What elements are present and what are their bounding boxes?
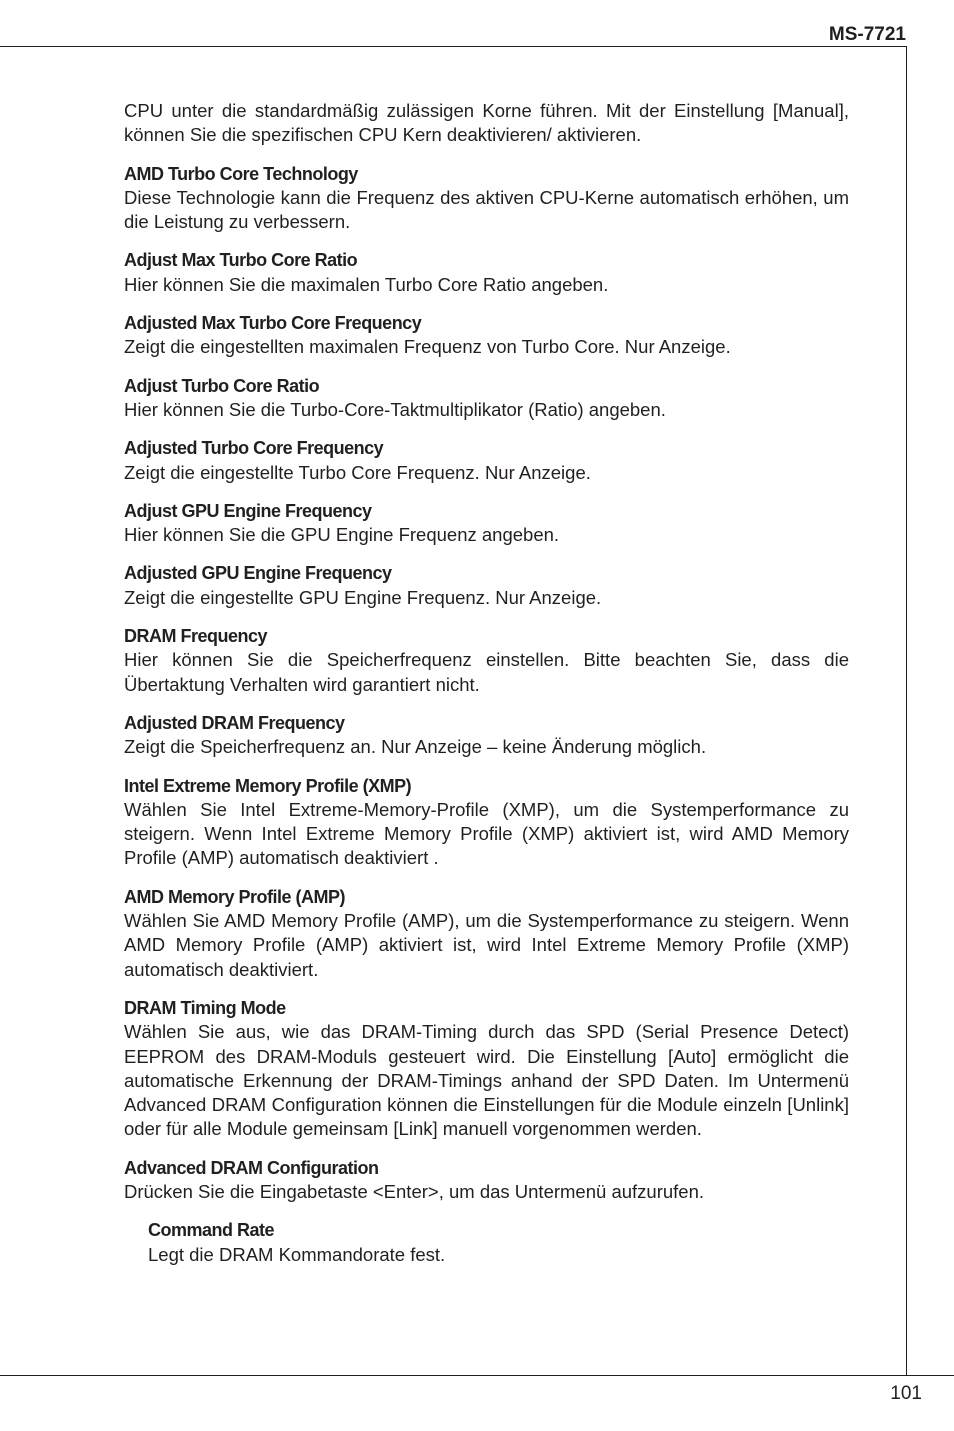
- entry-advanced-dram-configuration: [124, 1156, 849, 1205]
- entry-intel-xmp: [124, 774, 849, 871]
- entry-title: Adjusted Turbo Core Frequency: [124, 438, 384, 459]
- right-rule: [906, 46, 907, 1375]
- entry-title: AMD Turbo Core Technology: [124, 163, 358, 184]
- entry-description: Hier können Sie die Speicherfrequenz einstellen. Bitte beachten Sie, dass die Übertaktung Verhalten wird garantiert nicht.: [124, 649, 849, 695]
- entry-description: Drücken Sie die Eingabetaste <Enter>, um das Untermenü aufzurufen.: [124, 1180, 705, 1202]
- entry-adjusted-dram-frequency: [124, 711, 849, 760]
- entry-description: Wählen Sie aus, wie das DRAM-Timing durch das SPD (Serial Presence Detect) EEPROM des DRAM-Moduls gesteuert wird. Die Einstellung [Auto] ermöglicht die automatische Erkennung der DRAM-Timings anhand der SPD Daten. Im Untermenü Advanced DRAM Configuration können die Einstellungen für die Module einzeln [Unlink] oder für alle Module gemeinsam [Link] manuell vorgenommen werden.: [124, 1021, 849, 1140]
- entry-adjust-gpu-engine-frequency: [124, 499, 849, 548]
- entry-title: Adjusted Max Turbo Core Frequency: [124, 313, 422, 334]
- entry-description: Hier können Sie die maximalen Turbo Core Ratio angeben.: [124, 273, 609, 295]
- entry-title: DRAM Timing Mode: [124, 997, 286, 1018]
- page-number: 101: [890, 1383, 922, 1404]
- page-content: [124, 99, 849, 1281]
- sub-entry-command-rate: [148, 1218, 849, 1267]
- entry-title: Intel Extreme Memory Profile (XMP): [124, 775, 412, 796]
- entry-adjust-turbo-core-ratio: [124, 374, 849, 423]
- entry-description: Zeigt die Speicherfrequenz an. Nur Anzeige – keine Änderung möglich.: [124, 736, 707, 758]
- bottom-rule: [0, 1375, 954, 1376]
- entry-dram-timing-mode: [124, 996, 849, 1142]
- entry-description: Wählen Sie AMD Memory Profile (AMP), um die Systemperformance zu steigern. Wenn AMD Memory Profile (AMP) aktiviert ist, wird Intel Extreme Memory Profile (XMP) automatisch deaktiviert.: [124, 910, 849, 980]
- entry-description: Zeigt die eingestellte Turbo Core Frequenz. Nur Anzeige.: [124, 461, 591, 483]
- entry-adjusted-turbo-core-frequency: [124, 436, 849, 485]
- entry-amd-turbo-core-technology: [124, 162, 849, 235]
- entry-description: Hier können Sie die Turbo-Core-Taktmultiplikator (Ratio) angeben.: [124, 398, 666, 420]
- entry-adjusted-max-turbo-core-frequency: [124, 311, 849, 360]
- entry-description: Zeigt die eingestellten maximalen Frequenz von Turbo Core. Nur Anzeige.: [124, 336, 731, 358]
- entry-title: AMD Memory Profile (AMP): [124, 886, 346, 907]
- entry-adjust-max-turbo-core-ratio: [124, 248, 849, 297]
- entry-title: Adjust Max Turbo Core Ratio: [124, 250, 358, 271]
- entry-description: Hier können Sie die GPU Engine Frequenz angeben.: [124, 524, 560, 546]
- top-rule: [0, 46, 907, 47]
- entry-title: Adjusted GPU Engine Frequency: [124, 563, 392, 584]
- entry-description: Legt die DRAM Kommandorate fest.: [148, 1243, 446, 1265]
- entry-title: Advanced DRAM Configuration: [124, 1157, 379, 1178]
- entry-adjusted-gpu-engine-frequency: [124, 561, 849, 610]
- entry-title: Adjust GPU Engine Frequency: [124, 500, 372, 521]
- intro-paragraph: CPU unter die standardmäßig zulässigen Korne führen. Mit der Einstellung [Manual], können Sie die spezifischen CPU Kern deaktivieren/ aktivieren.: [124, 100, 849, 146]
- entry-title: DRAM Frequency: [124, 626, 268, 647]
- entry-title: Adjusted DRAM Frequency: [124, 712, 345, 733]
- model-label: MS-7721: [828, 24, 906, 45]
- entry-title: Adjust Turbo Core Ratio: [124, 375, 320, 396]
- entry-description: Diese Technologie kann die Frequenz des aktiven CPU-Kerne automatisch erhöhen, um die Leistung zu verbessern.: [124, 186, 849, 233]
- entry-amd-amp: [124, 885, 849, 982]
- entry-description: Wählen Sie Intel Extreme-Memory-Profile (XMP), um die Systemperformance zu steigern. Wenn Intel Extreme Memory Profile (XMP) aktiviert ist, wird AMD Memory Profile (AMP) automatisch deaktiviert .: [124, 798, 849, 869]
- entry-description: Zeigt die eingestellte GPU Engine Frequenz. Nur Anzeige.: [124, 586, 602, 608]
- entry-dram-frequency: [124, 624, 849, 697]
- entry-title: Command Rate: [148, 1220, 275, 1241]
